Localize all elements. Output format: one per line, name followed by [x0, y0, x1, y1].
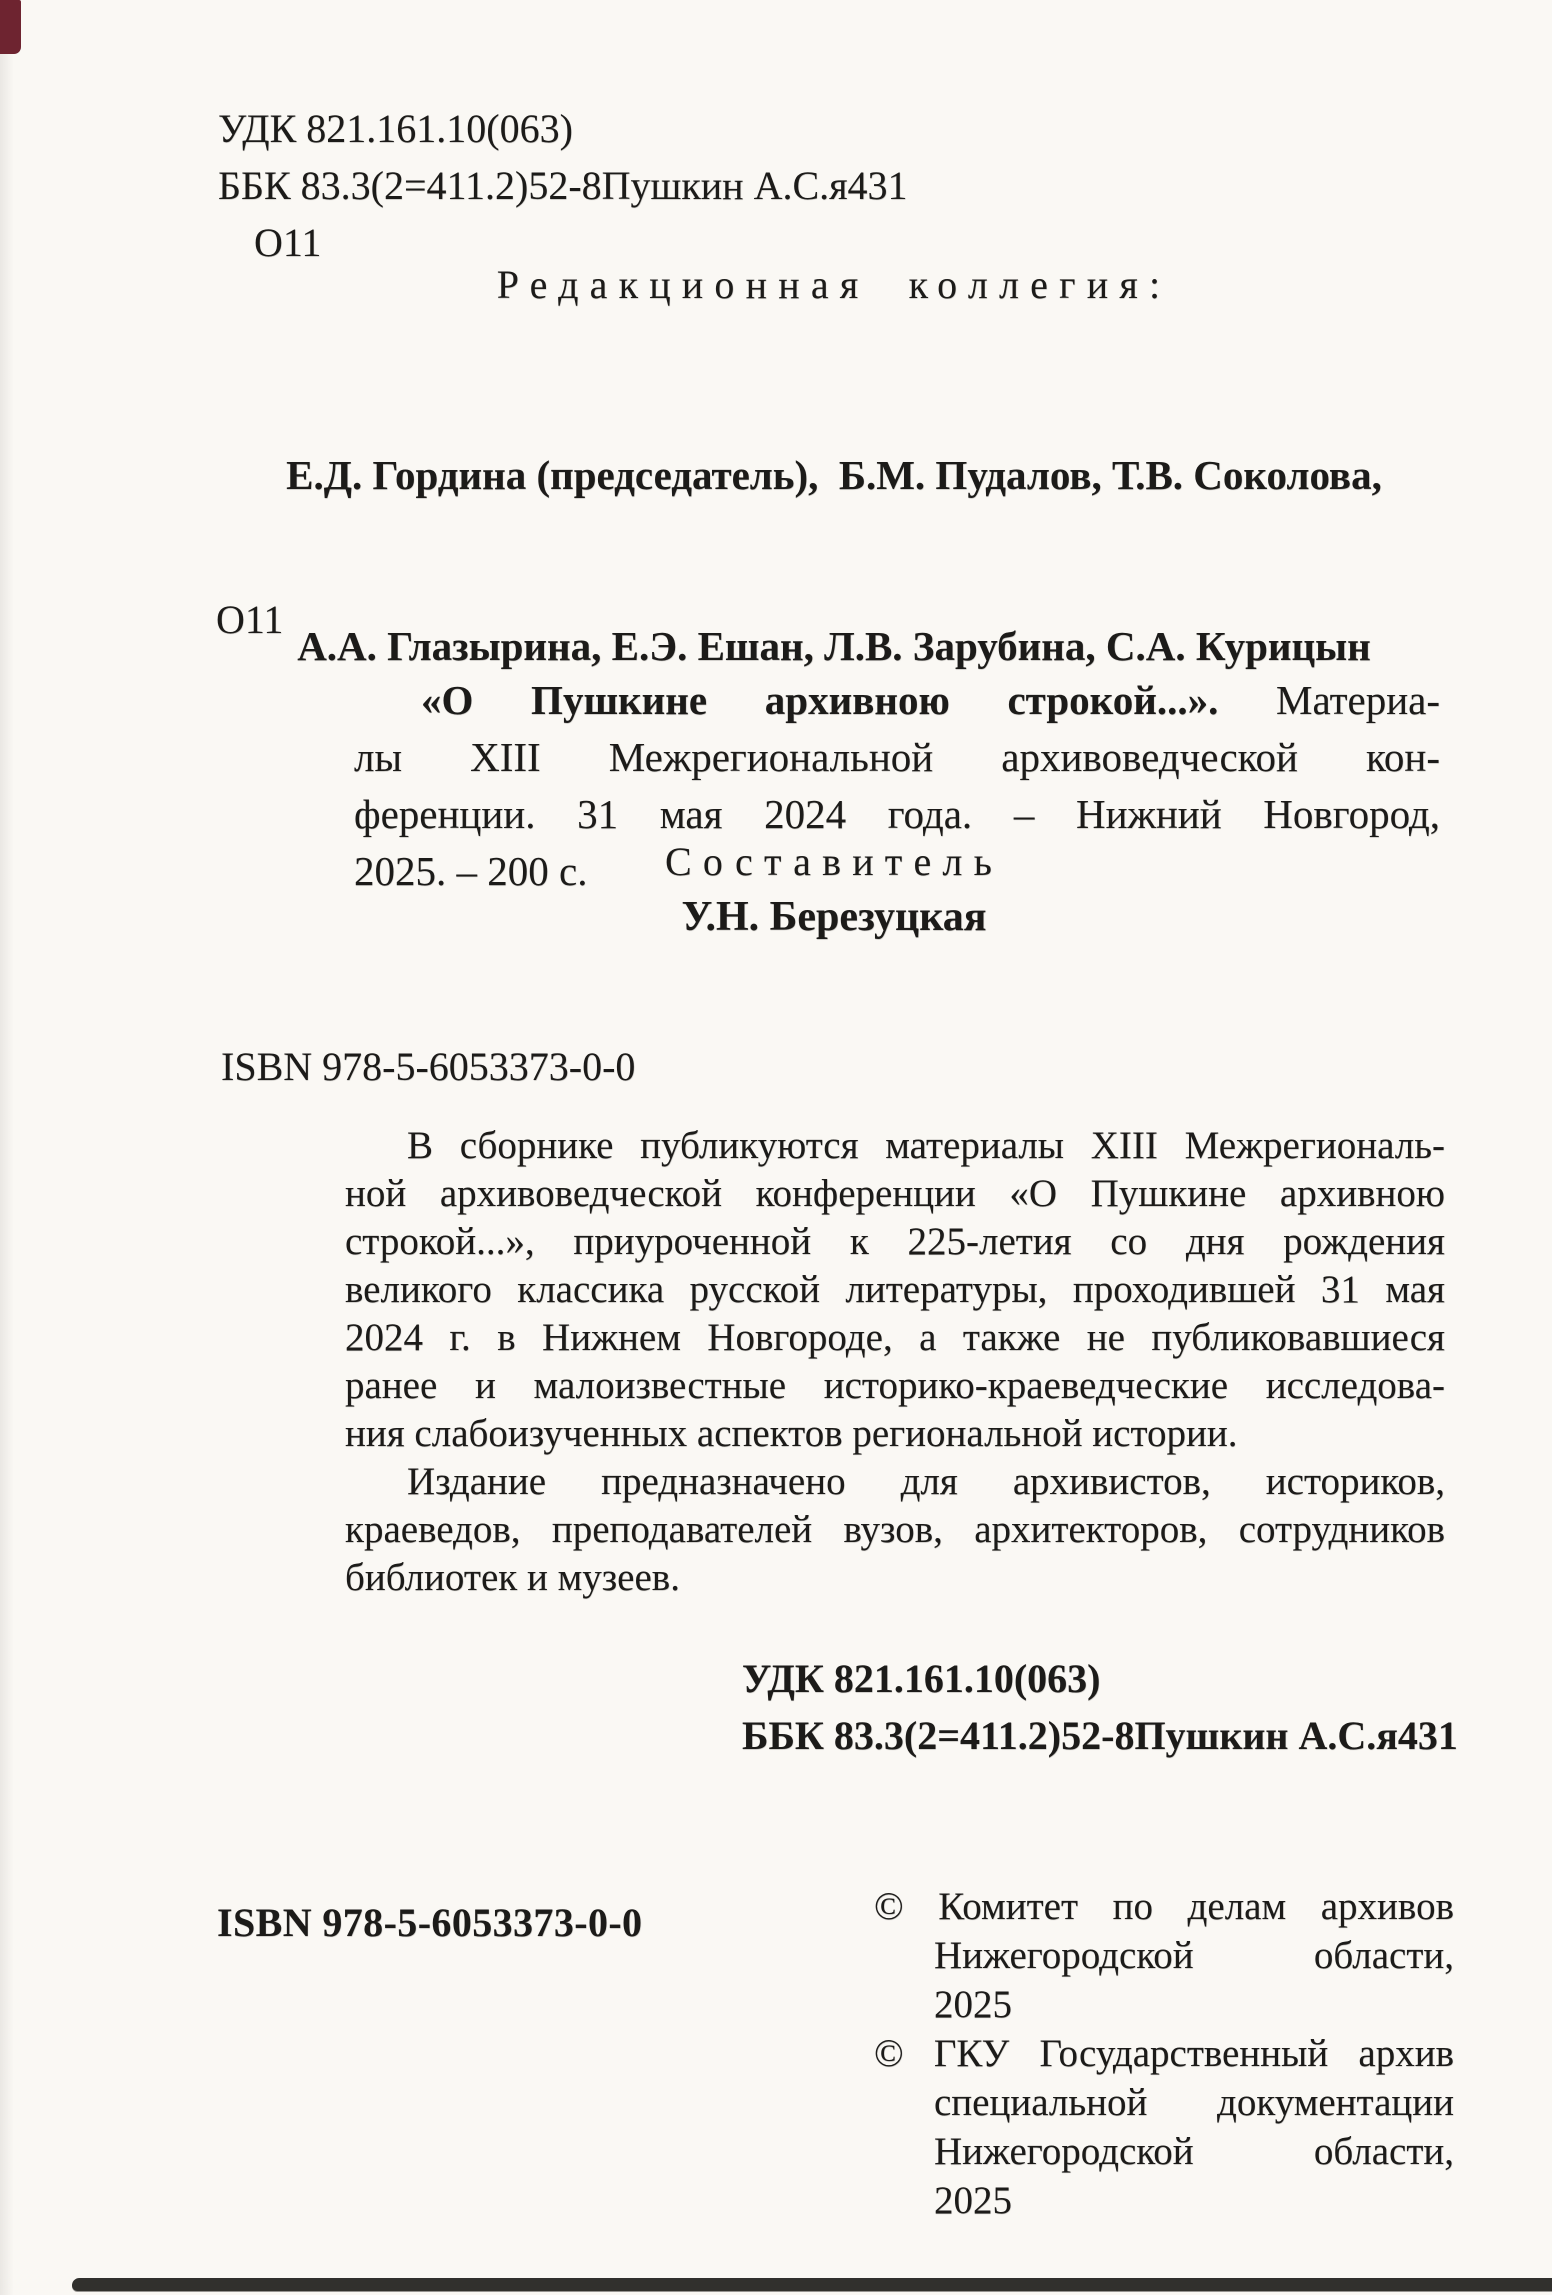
annotation-p1-line3: строкой...», приуроченной к 225-летия со дня рождения	[345, 1220, 1445, 1263]
catalog-card-description	[354, 672, 1440, 900]
isbn-bottom: ISBN 978-5-6053373-0-0	[217, 1900, 643, 1945]
bbk-code-bottom: ББК 83.3(2=411.2)52-8Пушкин А.С.я431	[742, 1713, 1458, 1758]
catalog-card-line2: лы XIII Межрегиональной архивоведческой кон-	[354, 734, 1440, 780]
copyright-block	[874, 1882, 1454, 2225]
copyright1-line1: © Комитет по делам архивов	[874, 1885, 1454, 1928]
copyright2-line3: Нижегородской области,	[934, 2130, 1454, 2173]
bbk-code-top: ББК 83.3(2=411.2)52-8Пушкин А.С.я431	[218, 163, 908, 208]
annotation-p2-line2: краеведов, преподавателей вузов, архитекторов, сотрудников	[345, 1508, 1445, 1551]
author-mark-middle: О11	[216, 597, 284, 642]
copyright2-line1: © ГКУ Государственный архив	[874, 2032, 1454, 2075]
catalog-card-line1	[354, 672, 1440, 729]
copyright2-year: 2025	[934, 2179, 1012, 2222]
annotation-p1-line5: 2024 г. в Нижнем Новгороде, а также не публиковавшиеся	[345, 1316, 1445, 1359]
editorial-names-line2: А.А. Глазырина, Е.Э. Ешан, Л.В. Зарубина, С.А. Курицын	[297, 623, 1371, 669]
catalog-card-line3: ференции. 31 мая 2024 года. – Нижний Новгород,	[354, 791, 1440, 837]
editorial-board-heading: Редакционная коллегия:	[496, 262, 1172, 307]
compiler-name: У.Н. Березуцкая	[681, 894, 987, 940]
udk-code-top: УДК 821.161.10(063)	[218, 106, 573, 151]
author-mark-top: О11	[254, 220, 322, 265]
catalog-card-line4: 2025. – 200 с.	[354, 848, 588, 894]
udk-code-bottom: УДК 821.161.10(063)	[742, 1656, 1101, 1701]
annotation-p2-line1: Издание предназначено для архивистов, историков,	[407, 1460, 1445, 1503]
catalog-card-line1-rest: Материа-	[1218, 677, 1440, 723]
scan-corner-mark	[0, 0, 21, 54]
bottom-catalog-codes	[742, 1650, 1458, 1764]
scan-edge-shadow	[0, 0, 14, 2295]
copyright1-year: 2025	[934, 1983, 1012, 2026]
annotation-p1-line6: ранее и малоизвестные историко-краеведческие исследова-	[345, 1364, 1445, 1407]
annotation-p1-line1: В сборнике публикуются материалы XIII Межрегиональ-	[407, 1124, 1445, 1167]
compiler-heading: Составитель	[664, 839, 1004, 884]
scan-bottom-strip	[72, 2278, 1552, 2291]
copyright1-line2: Нижегородской области,	[934, 1934, 1454, 1977]
annotation-p2-line3: библиотек и музеев.	[345, 1556, 680, 1599]
annotation-p1-line4: великого классика русской литературы, проходившей 31 мая	[345, 1268, 1445, 1311]
top-catalog-codes	[218, 100, 908, 271]
copyright2-line2: специальной документации	[934, 2081, 1454, 2124]
annotation-p1-line2: ной архивоведческой конференции «О Пушкине архивною	[345, 1172, 1445, 1215]
book-title: «О Пушкине архивною строкой...».	[421, 677, 1219, 723]
editorial-names-line1: Е.Д. Гордина (председатель), Б.М. Пудалов, Т.В. Соколова,	[286, 452, 1382, 498]
annotation-p1-line7: ния слабоизученных аспектов региональной истории.	[345, 1412, 1238, 1455]
isbn-top: ISBN 978-5-6053373-0-0	[221, 1044, 636, 1089]
annotation-block	[345, 1122, 1445, 1602]
